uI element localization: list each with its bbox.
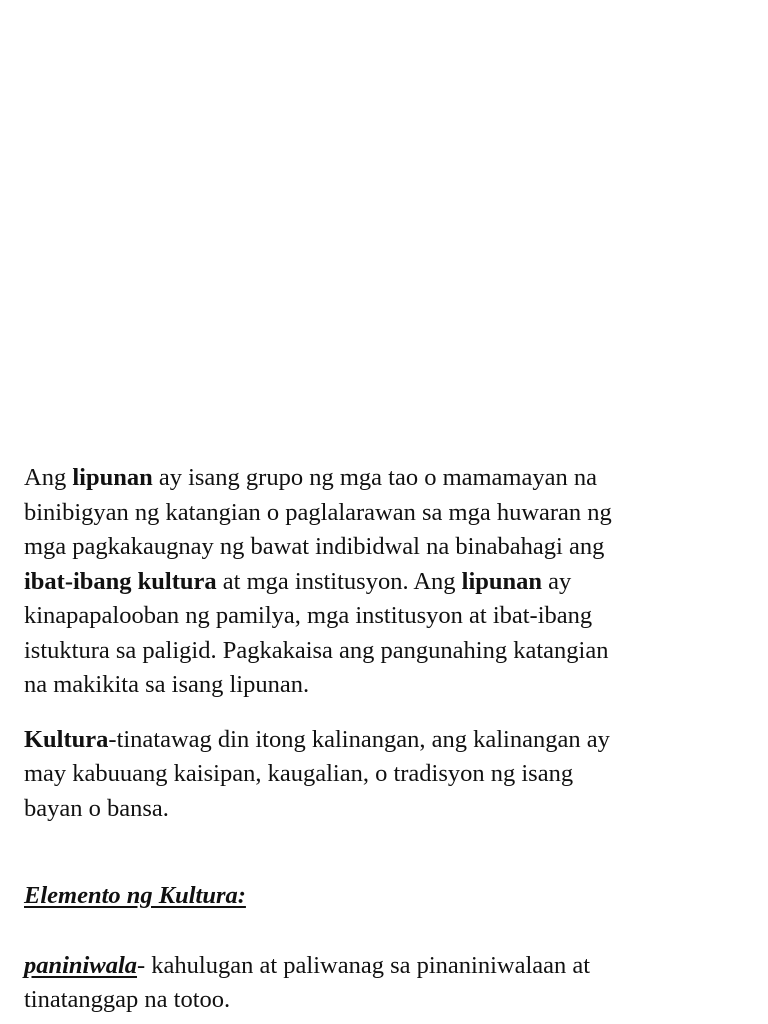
text-line bbox=[24, 723, 736, 758]
text-run: Ang bbox=[24, 464, 73, 491]
text-line: binibigyan ng katangian o paglalarawan sa mga huwaran ng bbox=[24, 498, 612, 526]
paragraph-spacer bbox=[24, 703, 736, 723]
text-run: ay isang grupo ng mga tao o mamamayan na bbox=[152, 464, 597, 491]
bold-term-lipunan: lipunan bbox=[461, 567, 543, 595]
paragraph-lipunan bbox=[24, 461, 736, 703]
text-line: istuktura sa paligid. Pagkakaisa ang pangunahing katangian bbox=[24, 636, 609, 664]
text-line: mga pagkakaugnay ng bawat indibidwal na binabahagi ang bbox=[24, 533, 605, 560]
text-line bbox=[24, 949, 736, 984]
bold-term-kultura: ibat-ibang kultura bbox=[24, 567, 217, 595]
bold-term-kultura: Kultura bbox=[24, 725, 109, 753]
paragraph-spacer bbox=[24, 826, 736, 879]
text-line: tinatanggap na totoo. bbox=[24, 986, 231, 1013]
text-run: -tinatawag din itong kalinangan, ang kalinangan ay bbox=[108, 725, 610, 753]
definition-term: paniniwala bbox=[24, 951, 138, 979]
text-line bbox=[24, 461, 736, 496]
text-line: bayan o bansa. bbox=[24, 794, 169, 822]
text-line: may kabuuang kaisipan, kaugalian, o tradisyon ng isang bbox=[24, 760, 574, 787]
section-heading: Elemento ng Kultura: bbox=[24, 882, 246, 909]
text-run: at mga institusyon. Ang bbox=[216, 567, 462, 595]
definition-paniniwala bbox=[24, 949, 736, 1018]
text-line bbox=[24, 565, 736, 600]
paragraph-spacer bbox=[24, 914, 736, 949]
document-body bbox=[24, 461, 736, 1018]
paragraph-kultura bbox=[24, 723, 736, 827]
bold-term-lipunan: lipunan bbox=[72, 464, 153, 491]
text-run: - kahulugan at paliwanag sa pinaniniwalaan at bbox=[137, 951, 591, 979]
text-run: ay bbox=[542, 567, 572, 595]
text-line: na makikita sa isang lipunan. bbox=[24, 671, 310, 698]
text-line: kinapapalooban ng pamilya, mga institusyon at ibat-ibang bbox=[24, 602, 593, 629]
